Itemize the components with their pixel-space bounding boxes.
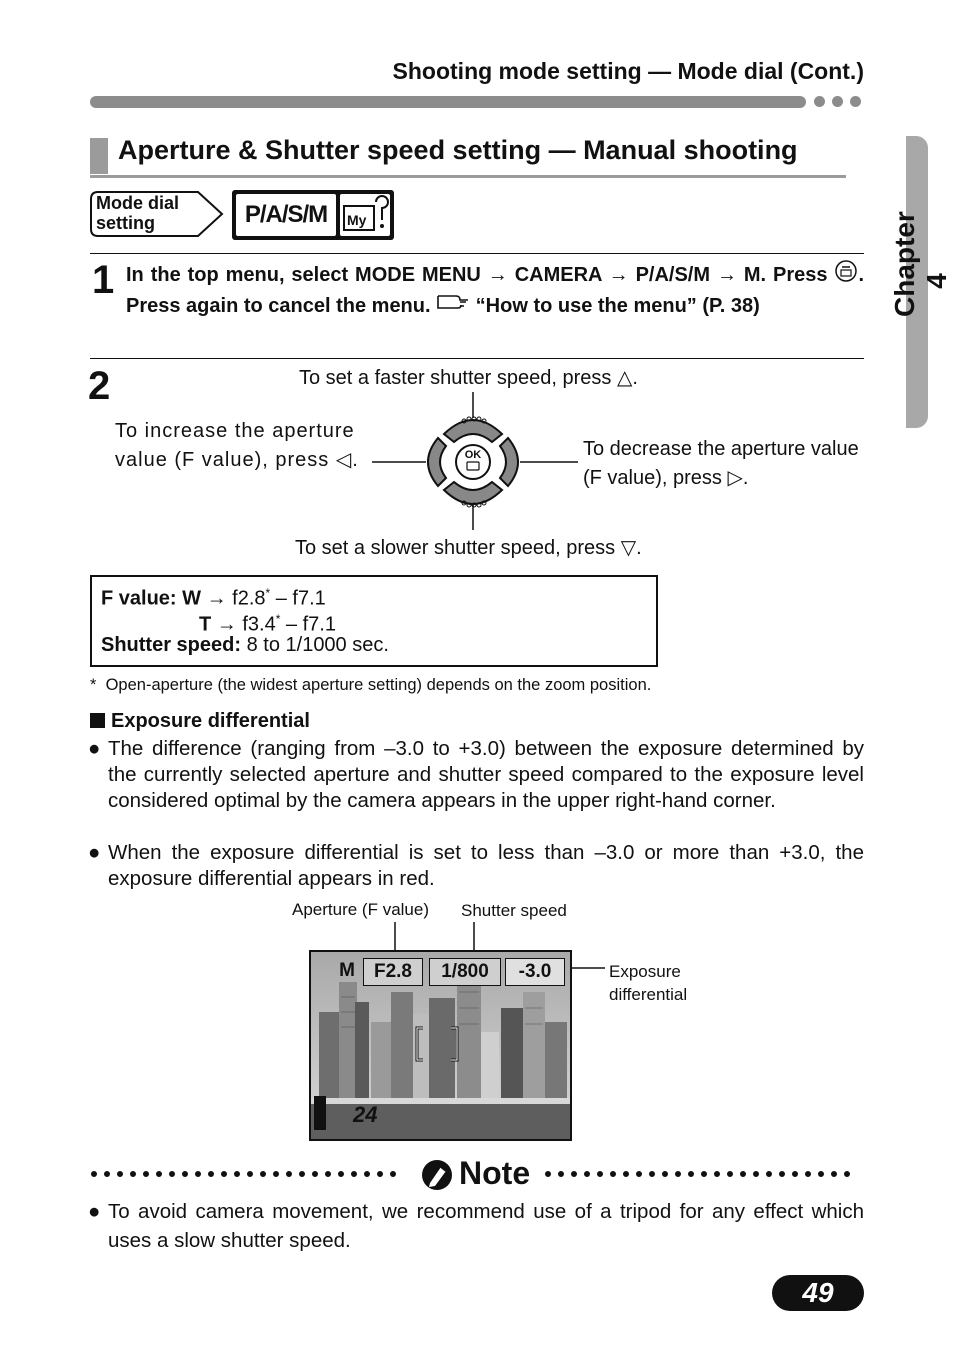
- step1-text-part: In the top menu, select MODE MENU: [126, 263, 488, 286]
- step1-rule: [90, 253, 864, 254]
- bullet-icon: ●: [88, 1200, 101, 1223]
- w-range-end: f7.1: [292, 587, 326, 610]
- mode-dial-label: [96, 193, 206, 233]
- step2-number: 2: [88, 364, 111, 408]
- section-rule: [90, 175, 846, 178]
- footnote: [90, 676, 651, 695]
- arrow-icon: →: [487, 263, 508, 286]
- fvalue-box: [90, 575, 658, 667]
- decrease-aperture-caption: To decrease the aperture value (F value), press ▷.: [583, 438, 859, 489]
- page-number: 49: [802, 1277, 834, 1308]
- step1-text-part: “How to use the menu” (P. 38): [470, 295, 760, 317]
- arrow-icon: →: [716, 263, 737, 286]
- increase-aperture-caption: To increase the aperture value (F value), press ◁.: [115, 420, 359, 471]
- note-text: [88, 1197, 864, 1255]
- step1-text-part: M.: [736, 263, 767, 286]
- arrow-icon: →: [206, 587, 227, 610]
- exposure-bullet-1: [88, 736, 864, 814]
- lcd-screen-image: [309, 950, 572, 1141]
- ok-button-label: OK: [464, 449, 482, 461]
- shutter-value: 8 to 1/1000 sec.: [246, 634, 389, 656]
- step1-number: 1: [92, 258, 115, 302]
- arrow-pad-diagram: [360, 390, 590, 532]
- faster-shutter-caption: To set a faster shutter speed, press △.: [299, 367, 638, 389]
- t-range-start: f3.4: [242, 613, 276, 636]
- footnote-mark: *: [90, 676, 97, 694]
- down-arrow-key-icon: [444, 482, 502, 504]
- exposure-bullet-2-text: When the exposure differential is set to less than –3.0 or more than +3.0, the exposure differential appears in red.: [108, 841, 864, 890]
- range-dash: –: [280, 613, 303, 636]
- arrow-icon: →: [216, 613, 237, 636]
- step1-text-part: CAMERA: [507, 263, 609, 286]
- header-dot: [850, 96, 861, 107]
- right-arrow-key-icon: [500, 438, 518, 486]
- bullet-icon: ●: [88, 737, 102, 760]
- mode-dial-label-line1: Mode dial: [96, 193, 180, 213]
- lcd-exposure-value: -3.0: [505, 958, 565, 986]
- shutter-label: Shutter speed:: [101, 634, 242, 656]
- range-dash: –: [270, 587, 293, 610]
- note-pencil-icon: [421, 1159, 453, 1191]
- step2-rule: [90, 358, 864, 359]
- left-arrow-key-icon: [428, 438, 446, 486]
- footnote-text: Open-aperture (the widest aperture setting) depends on the zoom position.: [105, 676, 652, 694]
- header-bar: [90, 96, 806, 108]
- note-heading: Note: [459, 1155, 531, 1191]
- running-head: Shooting mode setting — Mode dial (Cont.): [392, 58, 864, 84]
- section-title: Aperture & Shutter speed setting — Manual shooting: [118, 135, 798, 165]
- t-range-end: f7.1: [302, 613, 336, 636]
- step1-text-part: . Press again to cancel the menu.: [126, 263, 864, 317]
- lcd-frame-count: 24: [353, 1102, 378, 1127]
- t-label: T: [199, 613, 212, 636]
- asterisk: *: [275, 612, 281, 626]
- fvalue-label: F value: W: [101, 587, 202, 610]
- arrow-icon: →: [608, 263, 629, 286]
- slower-shutter-caption: To set a slower shutter speed, press ▽.: [295, 537, 642, 559]
- step1-text-part: P/A/S/M: [628, 263, 717, 286]
- my-mode-icon: [340, 194, 390, 236]
- lcd-aperture-value: F2.8: [363, 958, 423, 986]
- chapter-label: Chapter 4: [889, 211, 952, 317]
- exposure-label-line1: Exposure: [609, 962, 681, 981]
- exposure-heading-text: Exposure differential: [111, 710, 310, 732]
- section-marker: [90, 138, 108, 174]
- step1-text-part: Press: [773, 263, 835, 286]
- w-range-start: f2.8: [232, 587, 266, 610]
- exposure-differential-label: [609, 960, 687, 1006]
- lcd-shutter-value: 1/800: [429, 958, 501, 986]
- aperture-label: Aperture (F value): [292, 900, 429, 919]
- exposure-label-line2: differential: [609, 985, 688, 1004]
- mode-dial-label-line2: setting: [96, 213, 156, 233]
- exposure-bullet-2: [88, 840, 864, 892]
- note-text-content: To avoid camera movement, we recommend use of a tripod for any effect which uses a slow shutter speed.: [108, 1200, 864, 1252]
- bullet-icon: ●: [88, 841, 101, 864]
- reference-hand-icon: [436, 292, 470, 321]
- exposure-heading: [90, 710, 310, 733]
- up-arrow-key-icon: [444, 420, 502, 442]
- exposure-bullet-1-text: The difference (ranging from –3.0 to +3.0) between the exposure determined by the currently selected aperture and shutter speed compared to the exposure level considered optimal by the camera appears in the upper right-hand corner.: [108, 737, 864, 812]
- my-mode-icon-text: My: [347, 212, 367, 228]
- mode-pasm-text: P/A/S/M: [236, 194, 336, 236]
- shutter-speed-label: Shutter speed: [461, 901, 567, 920]
- asterisk: *: [265, 586, 271, 600]
- square-bullet-icon: [90, 713, 105, 728]
- ok-menu-button-icon: [834, 259, 858, 292]
- lcd-mode-indicator: M: [339, 960, 355, 981]
- header-dot: [832, 96, 843, 107]
- step1-text: [126, 259, 864, 321]
- header-dot: [814, 96, 825, 107]
- shutter-speed-row: [101, 632, 389, 658]
